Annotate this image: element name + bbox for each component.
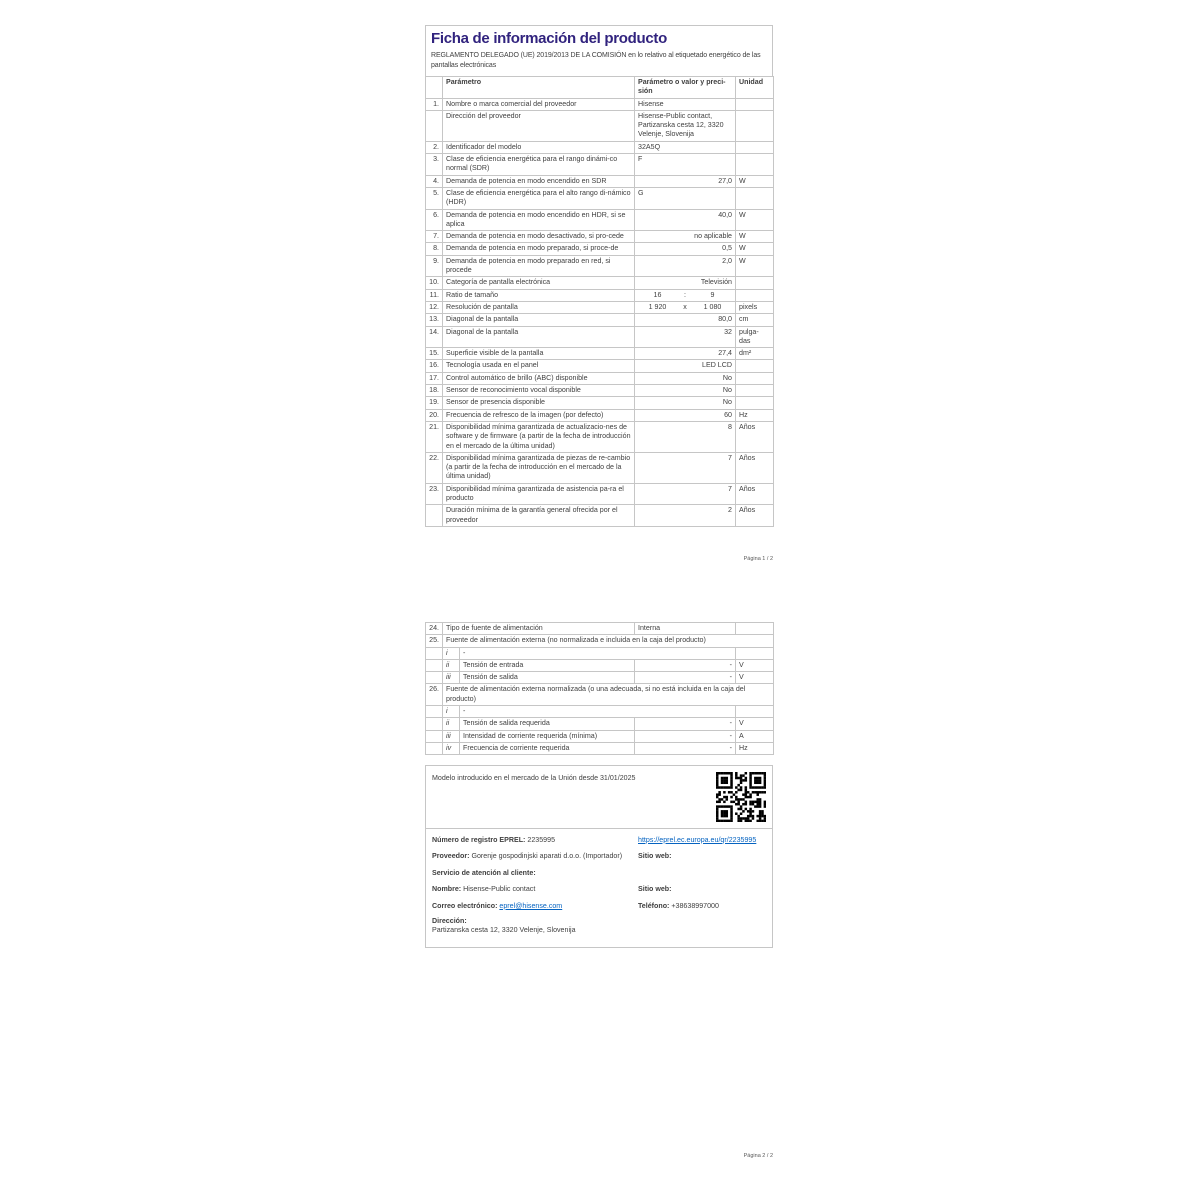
param-unit: cm [736, 314, 774, 326]
table-row [426, 659, 774, 671]
param-label: Demanda de potencia en modo encendido en SDR [443, 175, 635, 187]
param-label: Categoría de pantalla electrónica [443, 277, 635, 289]
row-number: 8. [426, 243, 443, 255]
table-row [426, 110, 774, 141]
row-number: 12. [426, 301, 443, 313]
param-unit [736, 360, 774, 372]
param-unit [736, 154, 774, 176]
param-label: Frecuencia de refresco de la imagen (por defecto) [443, 409, 635, 421]
param-label: Demanda de potencia en modo encendido en HDR, si se aplica [443, 209, 635, 231]
param-label: Tecnología usada en el panel [443, 360, 635, 372]
table-row [426, 483, 774, 505]
table-row [426, 141, 774, 153]
table-row [426, 231, 774, 243]
param-value: Hisense [635, 98, 736, 110]
param-label: Identificador del modelo [443, 141, 635, 153]
param-unit [736, 647, 774, 659]
param-label: Disponibilidad mínima garantizada de asistencia pa-ra el producto [443, 483, 635, 505]
param-value-split [635, 301, 736, 313]
param-value: 27,0 [635, 175, 736, 187]
param-unit: W [736, 175, 774, 187]
param-unit: Hz [736, 742, 774, 754]
row-number [426, 110, 443, 141]
page-2 [425, 622, 773, 755]
table-row [426, 289, 774, 301]
table-row [426, 684, 774, 706]
param-label: Frecuencia de corriente requerida [460, 742, 635, 754]
table-row [426, 187, 774, 209]
param-unit [736, 277, 774, 289]
param-label: Nombre o marca comercial del proveedor [443, 98, 635, 110]
eprel-number: 2235995 [527, 835, 556, 844]
row-number: 2. [426, 141, 443, 153]
table-row [426, 326, 774, 348]
param-label: Tensión de salida [460, 672, 635, 684]
param-label: Tensión de salida requerida [460, 718, 635, 730]
param-unit [736, 397, 774, 409]
param-label: Diagonal de la pantalla [443, 314, 635, 326]
param-unit: W [736, 243, 774, 255]
row-number: 1. [426, 98, 443, 110]
row-number [426, 742, 443, 754]
eprel-registration [432, 832, 638, 849]
row-number [426, 706, 443, 718]
address-value: Partizanska cesta 12, 3320 Velenje, Slovenija [432, 926, 576, 934]
header-value: Parámetro o valor y preci-sión [635, 77, 736, 99]
param-value: Hisense-Public contact, Partizanska cesta 12, 3320 Velenje, Slovenija [635, 110, 736, 141]
row-number [426, 647, 443, 659]
header-unit: Unidad [736, 77, 774, 99]
param-value: 27,4 [635, 348, 736, 360]
param-value-split [635, 289, 736, 301]
param-unit [736, 110, 774, 141]
param-unit [736, 706, 774, 718]
eprel-link-cell [638, 832, 766, 849]
param-value: LED LCD [635, 360, 736, 372]
table-row [426, 154, 774, 176]
contact-grid [426, 829, 772, 942]
param-unit: V [736, 718, 774, 730]
table-row [426, 360, 774, 372]
table-row [426, 505, 774, 527]
row-number: 6. [426, 209, 443, 231]
address-row [432, 915, 766, 940]
service-website [638, 882, 766, 899]
table-row [426, 255, 774, 277]
table-row [426, 209, 774, 231]
address-label: Dirección: [432, 916, 467, 925]
table-row [426, 277, 774, 289]
table-row [426, 301, 774, 313]
param-value: 8 [635, 421, 736, 452]
param-unit [736, 187, 774, 209]
row-number: 5. [426, 187, 443, 209]
param-unit: Años [736, 421, 774, 452]
row-number [426, 672, 443, 684]
row-number: 17. [426, 372, 443, 384]
row-number: 4. [426, 175, 443, 187]
phone-row [638, 898, 766, 915]
table-row [426, 385, 774, 397]
row-number: 11. [426, 289, 443, 301]
table-row [426, 421, 774, 452]
row-number: 24. [426, 623, 443, 635]
param-label: Tensión de entrada [460, 659, 635, 671]
table-row [426, 98, 774, 110]
param-label: Dirección del proveedor [443, 110, 635, 141]
param-label: Duración mínima de la garantía general ofrecida por el proveedor [443, 505, 635, 527]
row-number: 23. [426, 483, 443, 505]
param-value: 40,0 [635, 209, 736, 231]
row-number: 16. [426, 360, 443, 372]
table-row [426, 409, 774, 421]
table-row [426, 742, 774, 754]
param-label: Demanda de potencia en modo preparado en red, si procede [443, 255, 635, 277]
row-number: 18. [426, 385, 443, 397]
param-unit: V [736, 672, 774, 684]
table-row [426, 647, 774, 659]
email-row [432, 898, 638, 915]
supplier-name: Gorenje gospodinjski aparati d.o.o. (Importador) [471, 852, 623, 860]
param-dash: - [460, 706, 736, 718]
param-label-span: Fuente de alimentación externa (no normalizada e incluida en la caja del producto) [443, 635, 774, 647]
param-unit: Hz [736, 409, 774, 421]
eprel-qr-link[interactable]: https://eprel.ec.europa.eu/qr/2235995 [638, 835, 757, 844]
param-label: Superficie visible de la pantalla [443, 348, 635, 360]
param-unit: V [736, 659, 774, 671]
row-number: 15. [426, 348, 443, 360]
contact-name: Hisense-Public contact [463, 885, 536, 893]
email-link[interactable]: eprel@hisense.com [499, 901, 563, 910]
row-number: 10. [426, 277, 443, 289]
table-header-row [426, 77, 774, 99]
param-unit [736, 623, 774, 635]
sub-row-number: iii [443, 672, 460, 684]
param-value: No [635, 372, 736, 384]
sub-row-number: iv [443, 742, 460, 754]
page-title: Ficha de información del producto [431, 30, 667, 47]
param-label: Diagonal de la pantalla [443, 326, 635, 348]
sub-row-number: ii [443, 718, 460, 730]
email-label: Correo electrónico: [432, 901, 498, 910]
table-row [426, 730, 774, 742]
table-row [426, 718, 774, 730]
phone-label: Teléfono: [638, 901, 670, 910]
param-unit: A [736, 730, 774, 742]
row-number [426, 730, 443, 742]
page-2-footer: Página 2 / 2 [743, 1153, 773, 1159]
row-number: 19. [426, 397, 443, 409]
param-label: Resolución de pantalla [443, 301, 635, 313]
table-row [426, 175, 774, 187]
param-unit: W [736, 255, 774, 277]
param-label: Disponibilidad mínima garantizada de piezas de re-cambio (a partir de la fecha de introducción en el mercado de la última unidad) [443, 452, 635, 483]
sub-row-number: i [443, 647, 460, 659]
param-unit [736, 385, 774, 397]
param-label: Clase de eficiencia energética para el alto rango di-námico (HDR) [443, 187, 635, 209]
param-unit: W [736, 209, 774, 231]
param-unit [736, 98, 774, 110]
param-value: - [635, 659, 736, 671]
product-parameters-table [425, 76, 774, 527]
table-row [426, 452, 774, 483]
website-label-2: Sitio web: [638, 885, 672, 893]
row-number: 25. [426, 635, 443, 647]
param-value: No [635, 385, 736, 397]
param-dash: - [460, 647, 736, 659]
param-label-span: Fuente de alimentación externa normalizada (o una adecuada, si no está incluida en la caja del producto) [443, 684, 774, 706]
header-num [426, 77, 443, 99]
split-part: 16 [653, 290, 662, 299]
table-row [426, 623, 774, 635]
param-value: No [635, 397, 736, 409]
param-unit [736, 372, 774, 384]
split-part: 9 [710, 290, 715, 299]
sub-row-number: iii [443, 730, 460, 742]
eprel-label: Número de registro EPREL: [432, 835, 526, 844]
power-supply-table [425, 622, 774, 755]
table-row [426, 314, 774, 326]
param-unit: W [736, 231, 774, 243]
param-label: Disponibilidad mínima garantizada de actualizacio-nes de software y de firmware (a partir de la fecha de introducción en el mercado de la última unidad) [443, 421, 635, 452]
param-value: 32 [635, 326, 736, 348]
sub-row-number: i [443, 706, 460, 718]
param-label: Sensor de presencia disponible [443, 397, 635, 409]
market-introduction-row [426, 766, 772, 829]
customer-service-heading: Servicio de atención al cliente: [432, 868, 536, 877]
param-unit: Años [736, 452, 774, 483]
param-value: 32A5Q [635, 141, 736, 153]
table-row [426, 635, 774, 647]
table-row [426, 348, 774, 360]
param-label: Clase de eficiencia energética para el rango dinámi-co normal (SDR) [443, 154, 635, 176]
split-part: 1 080 [703, 302, 722, 311]
param-label: Sensor de reconocimiento vocal disponible [443, 385, 635, 397]
row-number: 7. [426, 231, 443, 243]
param-value: 7 [635, 483, 736, 505]
param-value: 60 [635, 409, 736, 421]
sub-row-number: ii [443, 659, 460, 671]
param-unit: Años [736, 505, 774, 527]
row-number [426, 659, 443, 671]
param-label: Intensidad de corriente requerida (mínima) [460, 730, 635, 742]
market-introduction-text: Modelo introducido en el mercado de la Unión desde 31/01/2025 [432, 774, 636, 782]
param-unit: pulga-das [736, 326, 774, 348]
param-label: Ratio de tamaño [443, 289, 635, 301]
param-value: G [635, 187, 736, 209]
row-number [426, 505, 443, 527]
row-number: 3. [426, 154, 443, 176]
website-label: Sitio web: [638, 852, 672, 860]
split-part: x [683, 302, 687, 311]
name-label: Nombre: [432, 885, 462, 893]
param-value: - [635, 742, 736, 754]
row-number [426, 718, 443, 730]
split-part: 1 920 [648, 302, 667, 311]
supplier-website [638, 849, 766, 866]
page-1 [425, 25, 773, 527]
page-1-footer: Página 1 / 2 [743, 556, 773, 562]
row-number: 9. [426, 255, 443, 277]
supplier-label: Proveedor: [432, 852, 470, 860]
table-row [426, 706, 774, 718]
contact-info-box [425, 765, 773, 948]
table-row [426, 243, 774, 255]
param-unit [736, 289, 774, 301]
param-value: 80,0 [635, 314, 736, 326]
row-number: 26. [426, 684, 443, 706]
param-unit: pixels [736, 301, 774, 313]
param-unit [736, 141, 774, 153]
param-unit: Años [736, 483, 774, 505]
table-row [426, 397, 774, 409]
param-value: - [635, 718, 736, 730]
supplier-row [432, 849, 638, 866]
regulation-subtitle: REGLAMENTO DELEGADO (UE) 2019/2013 DE LA COMISIÓN en lo relativo al etiquetado energético de las pantallas electrónicas [431, 52, 761, 69]
contact-name-row [432, 882, 638, 899]
param-value: - [635, 672, 736, 684]
param-value: - [635, 730, 736, 742]
param-label: Demanda de potencia en modo preparado, si proce-de [443, 243, 635, 255]
param-label: Control automático de brillo (ABC) disponible [443, 372, 635, 384]
fiche-header [425, 25, 773, 76]
row-number: 13. [426, 314, 443, 326]
param-value: 0,5 [635, 243, 736, 255]
row-number: 14. [426, 326, 443, 348]
param-value: 7 [635, 452, 736, 483]
param-value: F [635, 154, 736, 176]
split-part: : [684, 290, 686, 299]
qr-code-icon [716, 772, 766, 822]
param-value: 2,0 [635, 255, 736, 277]
row-number: 22. [426, 452, 443, 483]
param-unit: dm² [736, 348, 774, 360]
table-row [426, 672, 774, 684]
param-value: Televisión [635, 277, 736, 289]
param-label: Tipo de fuente de alimentación [443, 623, 635, 635]
param-label: Demanda de potencia en modo desactivado, si pro-cede [443, 231, 635, 243]
row-number: 20. [426, 409, 443, 421]
param-value: 2 [635, 505, 736, 527]
row-number: 21. [426, 421, 443, 452]
param-value: Interna [635, 623, 736, 635]
param-value: no aplicable [635, 231, 736, 243]
table-row [426, 372, 774, 384]
header-param: Parámetro [443, 77, 635, 99]
phone-number: +38638997000 [671, 901, 719, 910]
